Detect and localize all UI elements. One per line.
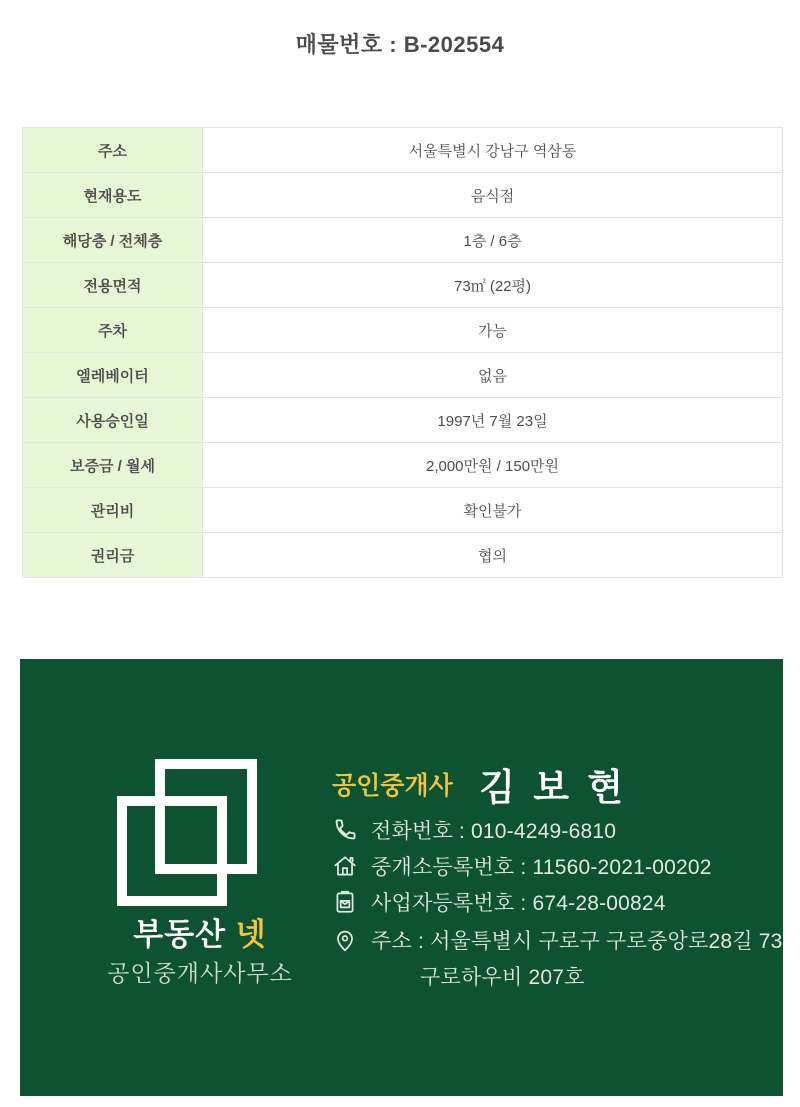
overlapping-squares-icon (117, 759, 257, 906)
row-label: 주소 (23, 128, 203, 173)
address-text-line2: 구로하우비 207호 (420, 966, 585, 989)
document-icon (332, 889, 358, 915)
phone-number-text: 전화번호 : 010-4249-6810 (371, 820, 617, 843)
house-icon (332, 853, 358, 879)
row-label: 사용승인일 (23, 398, 203, 443)
agency-subtitle: 공인중개사사무소 (107, 960, 293, 986)
phone-icon (332, 817, 358, 843)
business-registration-text: 사업자등록번호 : 674-28-00824 (371, 892, 666, 915)
table-row (23, 353, 783, 398)
row-label: 관리비 (23, 488, 203, 533)
row-label: 전용면적 (23, 263, 203, 308)
location-pin-icon (332, 927, 358, 953)
contact-row-address (332, 925, 783, 955)
table-row (23, 128, 783, 173)
row-value: 2,000만원 / 150만원 (203, 443, 783, 488)
row-value: 없음 (203, 353, 783, 398)
table-row (23, 308, 783, 353)
agent-name: 김 보 현 (479, 767, 628, 808)
row-value: 서울특별시 강남구 역삼동 (203, 128, 783, 173)
table-row (23, 533, 783, 578)
table-row (23, 443, 783, 488)
page-title: 매물번호 : B-202554 (295, 32, 505, 57)
table-row (23, 398, 783, 443)
agent-role-label: 공인중개사 (332, 772, 453, 800)
row-value: 가능 (203, 308, 783, 353)
property-table (22, 127, 783, 578)
row-value: 1층 / 6층 (203, 218, 783, 263)
row-label: 현재용도 (23, 173, 203, 218)
agent-title-line (332, 757, 627, 811)
table-row (23, 263, 783, 308)
row-label: 엘레베이터 (23, 353, 203, 398)
table-row (23, 173, 783, 218)
address-text-line1: 주소 : 서울특별시 구로구 구로중앙로28길 73 (371, 930, 783, 953)
row-label: 보증금 / 월세 (23, 443, 203, 488)
row-label: 해당층 / 전체층 (23, 218, 203, 263)
office-registration-text: 중개소등록번호 : 11560-2021-00202 (371, 856, 712, 879)
table-row (23, 488, 783, 533)
row-value: 확인불가 (203, 488, 783, 533)
table-row (23, 218, 783, 263)
agency-name-main: 부동산 (133, 917, 227, 952)
row-label: 주차 (23, 308, 203, 353)
row-value: 협의 (203, 533, 783, 578)
contact-row-business-registration (332, 887, 666, 917)
row-value: 음식점 (203, 173, 783, 218)
agency-footer-card (20, 659, 783, 1096)
agency-name (30, 909, 370, 954)
contact-row-office-registration (332, 851, 712, 881)
contact-row-phone (332, 815, 616, 845)
row-label: 권리금 (23, 533, 203, 578)
row-value: 1997년 7월 23일 (203, 398, 783, 443)
agency-name-accent: 넷 (235, 917, 267, 952)
row-value: 73㎡ (22평) (203, 263, 783, 308)
